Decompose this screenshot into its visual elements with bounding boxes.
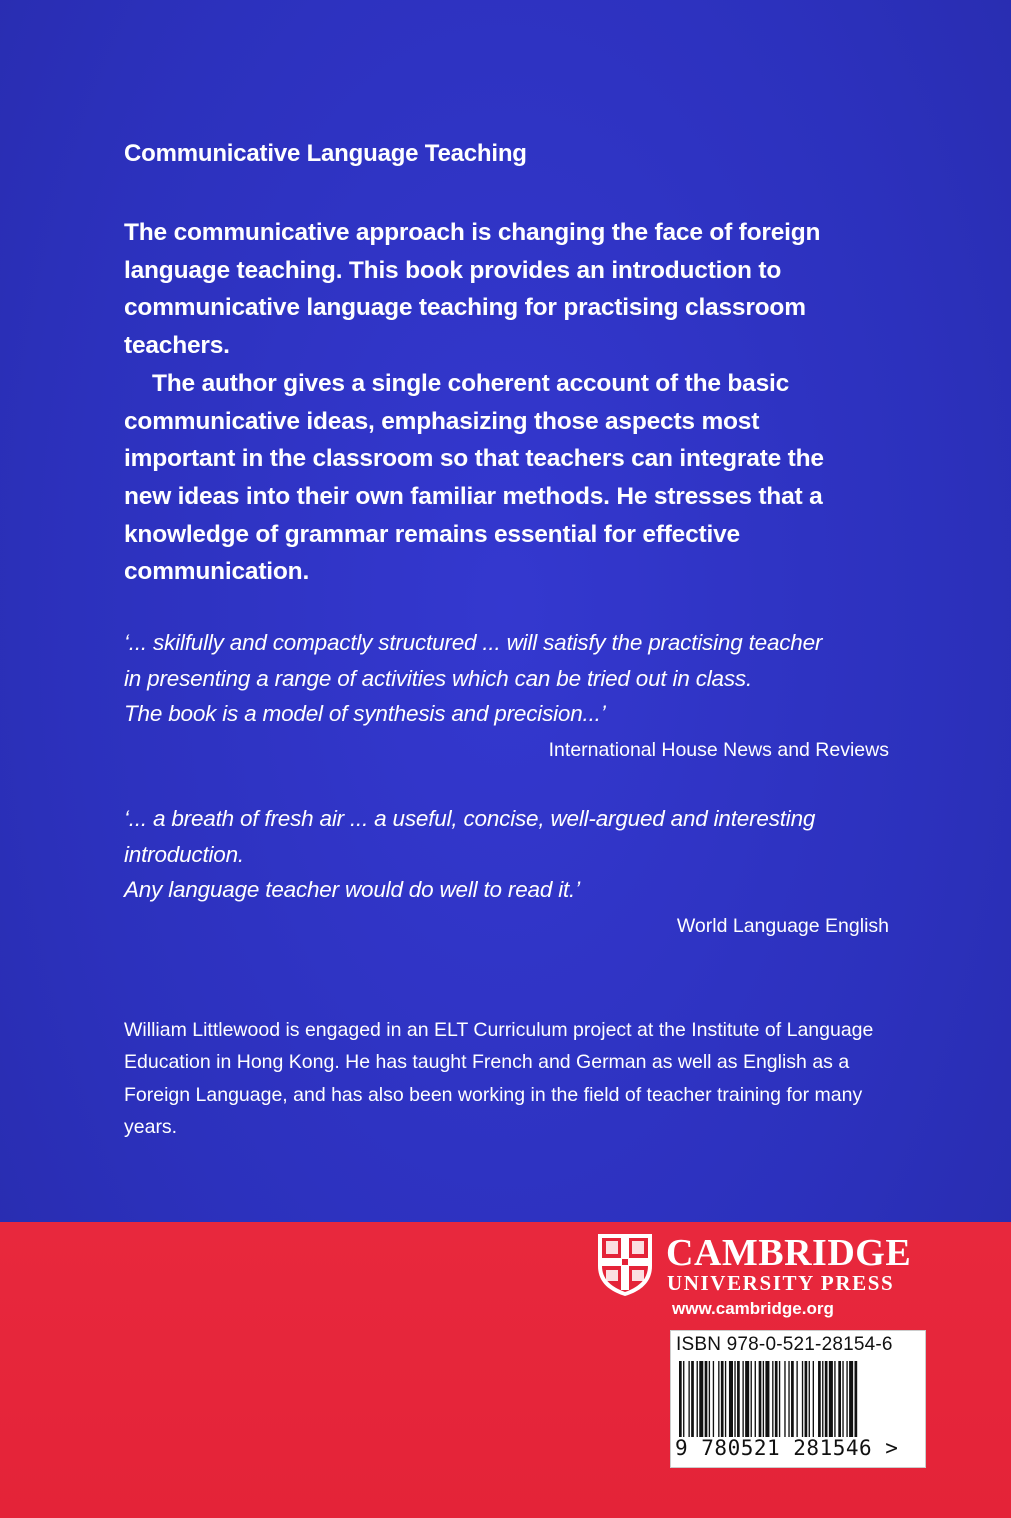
review-2-source: World Language English bbox=[676, 915, 889, 937]
barcode-bar bbox=[813, 1361, 814, 1437]
barcode-bar bbox=[765, 1361, 769, 1437]
publisher-url: www.cambridge.org bbox=[672, 1299, 834, 1318]
isbn-label: ISBN 978-0-521-28154-6 bbox=[676, 1334, 893, 1355]
barcode-bar bbox=[838, 1361, 841, 1437]
barcode-digits: 9 780521 281546 > bbox=[675, 1436, 899, 1460]
barcode-bar bbox=[745, 1361, 749, 1437]
barcode-bars bbox=[679, 1361, 917, 1437]
barcode-bar bbox=[679, 1361, 682, 1437]
blurb-paragraph-2: The author gives a single coherent account of the basic communicative ideas, emphasizing those aspects most important in the classroom so that teachers can integrate the new ideas into their own familiar methods. He stresses that a knowledge of grammar remains essential for effective communication. bbox=[124, 369, 824, 586]
barcode-bar bbox=[742, 1361, 743, 1437]
barcode-bar bbox=[855, 1361, 858, 1437]
barcode-bar bbox=[825, 1361, 828, 1437]
blurb bbox=[124, 214, 869, 591]
cambridge-shield-icon bbox=[596, 1232, 654, 1298]
barcode-bar bbox=[779, 1361, 780, 1437]
review-1-line-3: The book is a model of synthesis and precision...’ bbox=[124, 701, 606, 726]
review-quote-1 bbox=[124, 625, 904, 732]
barcode-bar bbox=[822, 1361, 823, 1437]
review-1-line-1: ‘... skilfully and compactly structured ... will satisfy the practising teacher bbox=[124, 630, 823, 655]
barcode-bar bbox=[829, 1361, 833, 1437]
barcode-bar bbox=[802, 1361, 803, 1437]
barcode-panel bbox=[670, 1330, 926, 1468]
barcode-bar bbox=[721, 1361, 724, 1437]
review-2-line-2: introduction. bbox=[124, 841, 244, 867]
barcode-bar bbox=[755, 1361, 756, 1437]
barcode-bar bbox=[805, 1361, 808, 1437]
barcode-bar bbox=[718, 1361, 719, 1437]
barcode-bar bbox=[705, 1361, 708, 1437]
barcode-bar bbox=[751, 1361, 752, 1437]
barcode-bar bbox=[846, 1361, 847, 1437]
barcode-bar bbox=[796, 1361, 797, 1437]
review-1-source: International House News and Reviews bbox=[548, 739, 889, 761]
barcode-bar bbox=[818, 1361, 821, 1437]
review-2-line-3: Any language teacher would do well to read it.’ bbox=[124, 877, 580, 902]
barcode-bar bbox=[849, 1361, 853, 1437]
barcode-bar bbox=[772, 1361, 773, 1437]
barcode-bar bbox=[788, 1361, 789, 1437]
barcode-bar bbox=[688, 1361, 689, 1437]
barcode-bar bbox=[691, 1361, 694, 1437]
barcode-bar bbox=[763, 1361, 764, 1437]
barcode-bar bbox=[683, 1361, 684, 1437]
barcode-bar bbox=[791, 1361, 794, 1437]
review-quote-2 bbox=[124, 801, 904, 908]
barcode-bar bbox=[834, 1361, 835, 1437]
barcode-bar bbox=[699, 1361, 703, 1437]
barcode-bar bbox=[709, 1361, 710, 1437]
review-2-line-1: ‘... a breath of fresh air ... a useful, concise, well-argued and interesting bbox=[124, 806, 816, 831]
barcode-bar bbox=[737, 1361, 740, 1437]
review-1-line-2: in presenting a range of activities which can be tried out in class. bbox=[124, 665, 753, 691]
barcode-bar bbox=[775, 1361, 778, 1437]
book-title: Communicative Language Teaching bbox=[124, 140, 527, 167]
barcode-bar bbox=[697, 1361, 698, 1437]
barcode-bar bbox=[809, 1361, 810, 1437]
author-bio: William Littlewood is engaged in an ELT Curriculum project at the Institute of Language Education in Hong Kong. He has taught French and German as well as English as a Foreign Language, and has also been working in the field of teacher training for many years. bbox=[124, 1019, 874, 1138]
barcode-bar bbox=[725, 1361, 726, 1437]
blurb-paragraph-1: The communicative approach is changing the face of foreign language teaching. This book provides an introduction to communicative language teaching for practising classroom teachers. bbox=[124, 219, 821, 360]
barcode-bar bbox=[713, 1361, 714, 1437]
publisher-subtitle: UNIVERSITY PRESS bbox=[667, 1271, 895, 1295]
publisher-name: CAMBRIDGE bbox=[666, 1232, 912, 1274]
barcode-bar bbox=[784, 1361, 785, 1437]
barcode-bar bbox=[842, 1361, 843, 1437]
barcode-bar bbox=[729, 1361, 733, 1437]
barcode-bar bbox=[734, 1361, 735, 1437]
barcode-bar bbox=[759, 1361, 762, 1437]
